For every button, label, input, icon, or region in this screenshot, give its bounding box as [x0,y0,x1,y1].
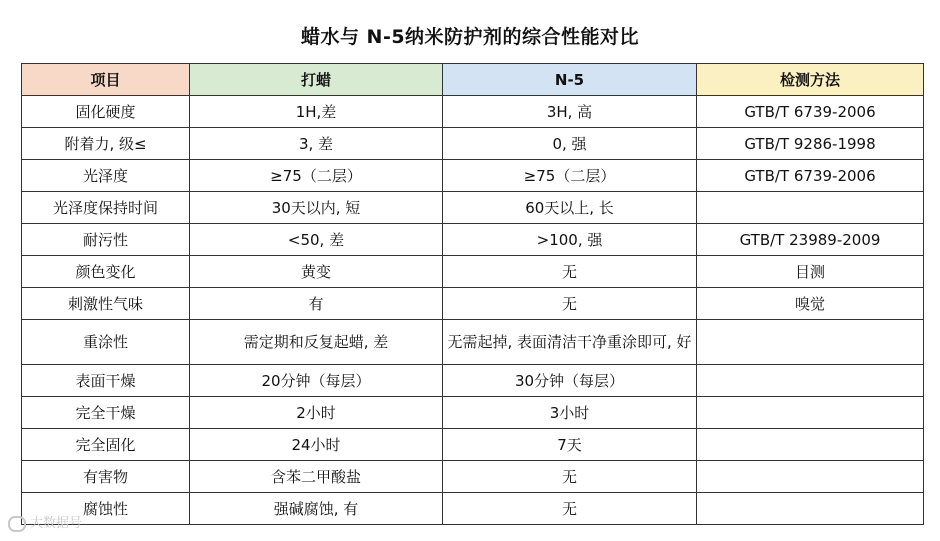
table-cell: 腐蚀性 [22,493,190,525]
table-row [22,493,924,525]
table-row [22,128,924,160]
header-item: 项目 [22,64,190,96]
table-row [22,192,924,224]
table-cell: 完全固化 [22,429,190,461]
table-cell: 黄变 [190,256,443,288]
table-cell: 刺激性气味 [22,288,190,320]
watermark-logo-icon [8,516,26,532]
table-cell: 无 [443,288,697,320]
comparison-table [21,63,924,525]
table-cell [697,397,924,429]
page-title: 蜡水与 N-5纳米防护剂的综合性能对比 [300,26,640,48]
table-row [22,397,924,429]
table-cell: 60天以上, 长 [443,192,697,224]
table-cell: 有 [190,288,443,320]
table-cell: 2小时 [190,397,443,429]
table-cell: 20分钟（每层） [190,365,443,397]
table-cell: GTB/T 6739-2006 [697,96,924,128]
watermark [8,512,82,532]
table-cell: GTB/T 6739-2006 [697,160,924,192]
table-cell: GTB/T 9286-1998 [697,128,924,160]
watermark-text: 大数据号 [30,516,83,531]
table-cell: 完全干燥 [22,397,190,429]
table-cell: 光泽度 [22,160,190,192]
table-cell: >100, 强 [443,224,697,256]
table-row [22,160,924,192]
table-cell: 无 [443,461,697,493]
table-cell: 30天以内, 短 [190,192,443,224]
table-cell: 无需起掉, 表面清洁干净重涂即可, 好 [443,320,697,365]
table-cell [697,192,924,224]
table-cell: <50, 差 [190,224,443,256]
table-row [22,365,924,397]
header-test-method: 检测方法 [697,64,924,96]
table-cell [697,365,924,397]
table-cell: 颜色变化 [22,256,190,288]
table-cell: 附着力, 级≤ [22,128,190,160]
table-row [22,429,924,461]
table-cell: 1H,差 [190,96,443,128]
table-cell: 有害物 [22,461,190,493]
table-row [22,256,924,288]
table-row [22,320,924,365]
table-cell: 3小时 [443,397,697,429]
table-cell: 24小时 [190,429,443,461]
table-cell: 0, 强 [443,128,697,160]
table-cell: 7天 [443,429,697,461]
table-cell: 需定期和反复起蜡, 差 [190,320,443,365]
table-row [22,288,924,320]
table-cell: 表面干燥 [22,365,190,397]
table-cell: GTB/T 23989-2009 [697,224,924,256]
table-cell: 强碱腐蚀, 有 [190,493,443,525]
table-cell: 3H, 高 [443,96,697,128]
table-cell: 3, 差 [190,128,443,160]
header-waxing: 打蜡 [190,64,443,96]
table-cell [697,493,924,525]
table-row [22,461,924,493]
table-row [22,224,924,256]
table-row [22,96,924,128]
table-cell: 含苯二甲酸盐 [190,461,443,493]
table-cell: 重涂性 [22,320,190,365]
table-header-row [22,64,924,96]
header-n5: N-5 [443,64,697,96]
table-cell: 耐污性 [22,224,190,256]
table-cell: 30分钟（每层） [443,365,697,397]
table-cell: 光泽度保持时间 [22,192,190,224]
table-cell [697,429,924,461]
table-cell: 固化硬度 [22,96,190,128]
table-cell: ≥75（二层） [443,160,697,192]
table-cell [697,320,924,365]
table-cell: 目测 [697,256,924,288]
table-cell: ≥75（二层） [190,160,443,192]
table-cell: 嗅觉 [697,288,924,320]
table-cell: 无 [443,256,697,288]
table-cell: 无 [443,493,697,525]
table-cell [697,461,924,493]
